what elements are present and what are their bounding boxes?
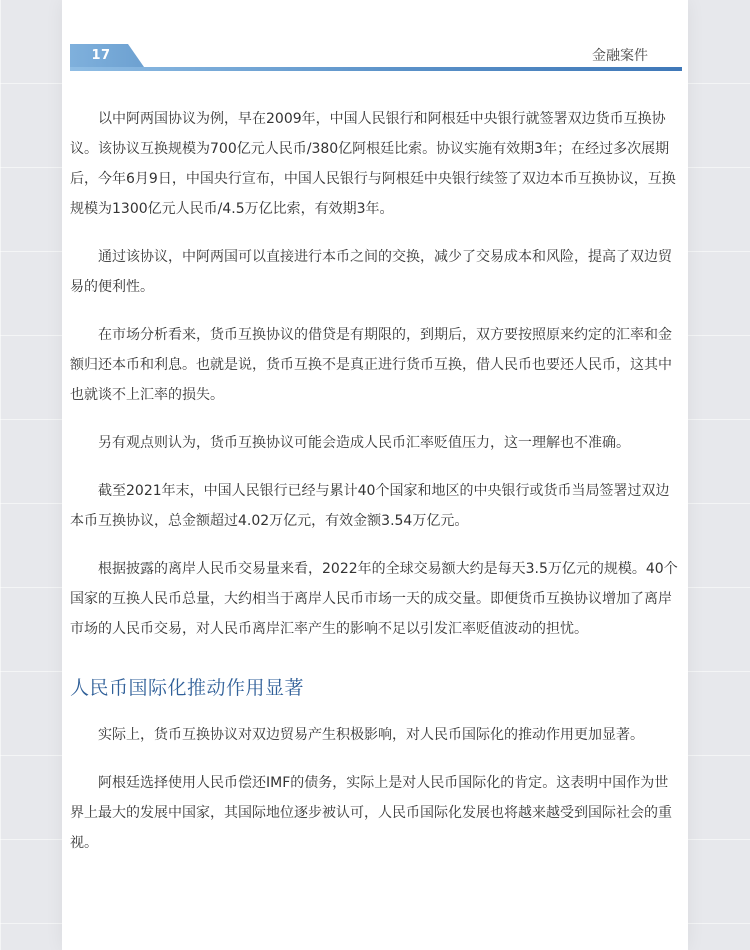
- page-header: [70, 44, 682, 76]
- header-rule: [70, 67, 682, 71]
- article-body: [70, 104, 680, 876]
- paragraph: 截至2021年末，中国人民银行已经与累计40个国家和地区的中央银行或货币当局签署过双边本币互换协议，总金额超过4.02万亿元，有效金额3.54万亿元。: [70, 483, 670, 529]
- paragraph: 根据披露的离岸人民币交易量来看，2022年的全球交易额大约是每天3.5万亿元的规模。40个国家的互换人民币总量，大约相当于离岸人民币市场一天的成交量。即便货币互换协议增加了离岸市场的人民币交易，对人民币离岸汇率产生的影响不足以引发汇率贬值波动的担忧。: [70, 561, 678, 637]
- paragraph: 通过该协议，中阿两国可以直接进行本币之间的交换，减少了交易成本和风险，提高了双边贸易的便利性。: [70, 249, 672, 295]
- paragraph: 阿根廷选择使用人民币偿还IMF的债务，实际上是对人民币国际化的肯定。这表明中国作为世界上最大的发展中国家，其国际地位逐步被认可，人民币国际化发展也将越来越受到国际社会的重视。: [70, 775, 672, 851]
- paragraph: 以中阿两国协议为例，早在2009年，中国人民银行和阿根廷中央银行就签署双边货币互换协议。该协议互换规模为700亿元人民币/380亿阿根廷比索。协议实施有效期3年；在经过多次展期后，今年6月9日，中国央行宣布，中国人民银行与阿根廷中央银行续签了双边本币互换协议，互换规模为1300亿元人民币/4.5万亿比索，有效期3年。: [70, 111, 676, 217]
- page-number: 17: [91, 48, 111, 63]
- section-heading: 人民币国际化推动作用显著: [70, 677, 305, 699]
- header-section-title: 金融案件: [592, 48, 648, 64]
- paragraph: 在市场分析看来，货币互换协议的借贷是有期限的，到期后，双方要按照原来约定的汇率和金额归还本币和利息。也就是说，货币互换不是真正进行货币互换，借人民币也要还人民币，这其中也就谈不上汇率的损失。: [70, 327, 672, 403]
- paragraph: 另有观点则认为，货币互换协议可能会造成人民币汇率贬值压力，这一理解也不准确。: [98, 435, 630, 451]
- paragraph: 实际上，货币互换协议对双边贸易产生积极影响，对人民币国际化的推动作用更加显著。: [98, 727, 644, 743]
